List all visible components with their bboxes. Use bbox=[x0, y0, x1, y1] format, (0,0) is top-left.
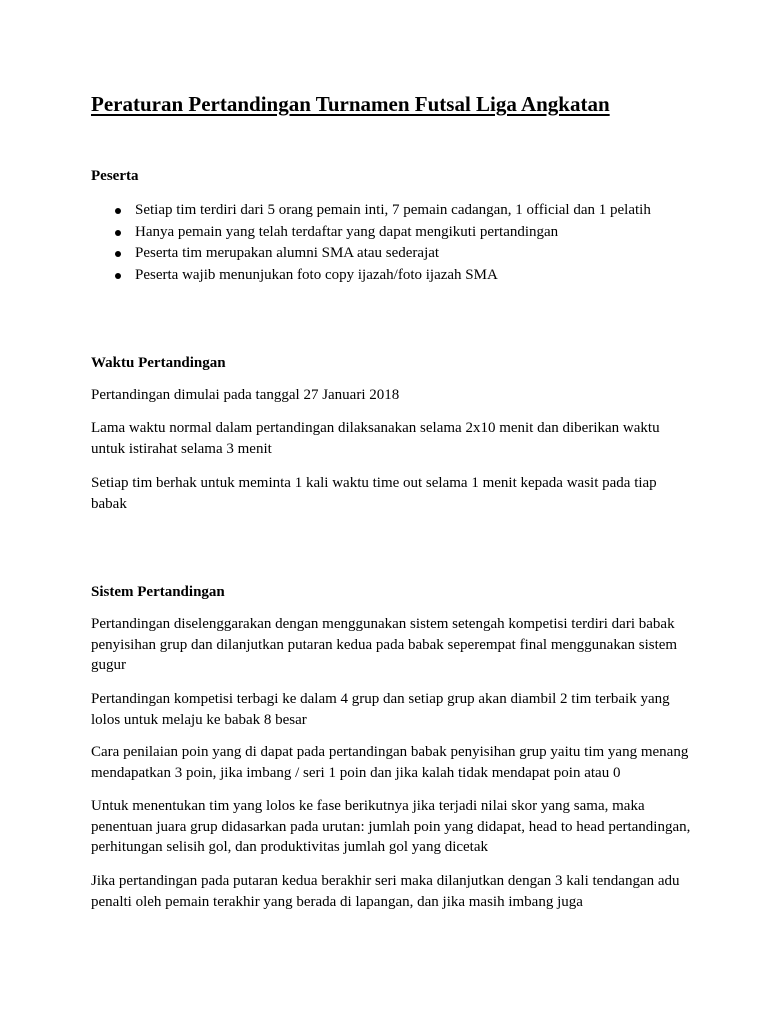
peserta-list bbox=[91, 200, 651, 286]
list-item bbox=[91, 243, 651, 265]
bullet-icon bbox=[115, 208, 121, 214]
list-item-text: Setiap tim terdiri dari 5 orang pemain inti, 7 pemain cadangan, 1 official dan 1 pelatih bbox=[135, 202, 651, 218]
section-heading-peserta: Peserta bbox=[91, 168, 139, 184]
document-title: Peraturan Pertandingan Turnamen Futsal Liga Angkatan bbox=[91, 92, 610, 116]
section-heading-sistem: Sistem Pertandingan bbox=[91, 584, 225, 600]
paragraph: Untuk menentukan tim yang lolos ke fase berikutnya jika terjadi nilai skor yang sama, maka penentuan juara grup didasarkan pada urutan: jumlah poin yang didapat, head to head pertandingan, perhitungan selisih gol, dan produktivitas jumlah gol yang dicetak bbox=[91, 798, 691, 855]
list-item-text: Hanya pemain yang telah terdaftar yang dapat mengikuti pertandingan bbox=[135, 223, 559, 240]
list-item-text: Peserta wajib menunjukan foto copy ijazah/foto ijazah SMA bbox=[135, 266, 498, 283]
list-item-text: Peserta tim merupakan alumni SMA atau sederajat bbox=[135, 245, 440, 261]
paragraph: Pertandingan dimulai pada tanggal 27 Januari 2018 bbox=[91, 387, 400, 403]
bullet-icon bbox=[115, 230, 121, 236]
paragraph: Pertandingan kompetisi terbagi ke dalam 4 grup dan setiap grup akan diambil 2 tim terbaik yang lolos untuk melaju ke babak 8 besar bbox=[91, 691, 670, 728]
paragraph: Lama waktu normal dalam pertandingan dilaksanakan selama 2x10 menit dan diberikan waktu untuk istirahat selama 3 menit bbox=[91, 420, 660, 457]
paragraph: Cara penilaian poin yang di dapat pada pertandingan babak penyisihan grup yaitu tim yang menang mendapatkan 3 poin, jika imbang / seri 1 poin dan jika kalah tidak mendapat poin atau 0 bbox=[91, 744, 689, 781]
section-heading-waktu: Waktu Pertandingan bbox=[91, 355, 226, 371]
bullet-icon bbox=[115, 251, 121, 257]
paragraph: Jika pertandingan pada putaran kedua berakhir seri maka dilanjutkan dengan 3 kali tendangan adu penalti oleh pemain terakhir yang berada di lapangan, dan jika masih imbang juga bbox=[91, 873, 680, 910]
paragraph: Pertandingan diselenggarakan dengan menggunakan sistem setengah kompetisi terdiri dari babak penyisihan grup dan dilanjutkan putaran kedua pada babak seperempat final menggunakan sistem gugur bbox=[91, 616, 678, 673]
list-item bbox=[91, 222, 651, 244]
bullet-icon bbox=[115, 273, 121, 279]
paragraph: Setiap tim berhak untuk meminta 1 kali waktu time out selama 1 menit kepada wasit pada tiap babak bbox=[91, 475, 657, 512]
list-item bbox=[91, 265, 651, 287]
list-item bbox=[91, 200, 651, 222]
